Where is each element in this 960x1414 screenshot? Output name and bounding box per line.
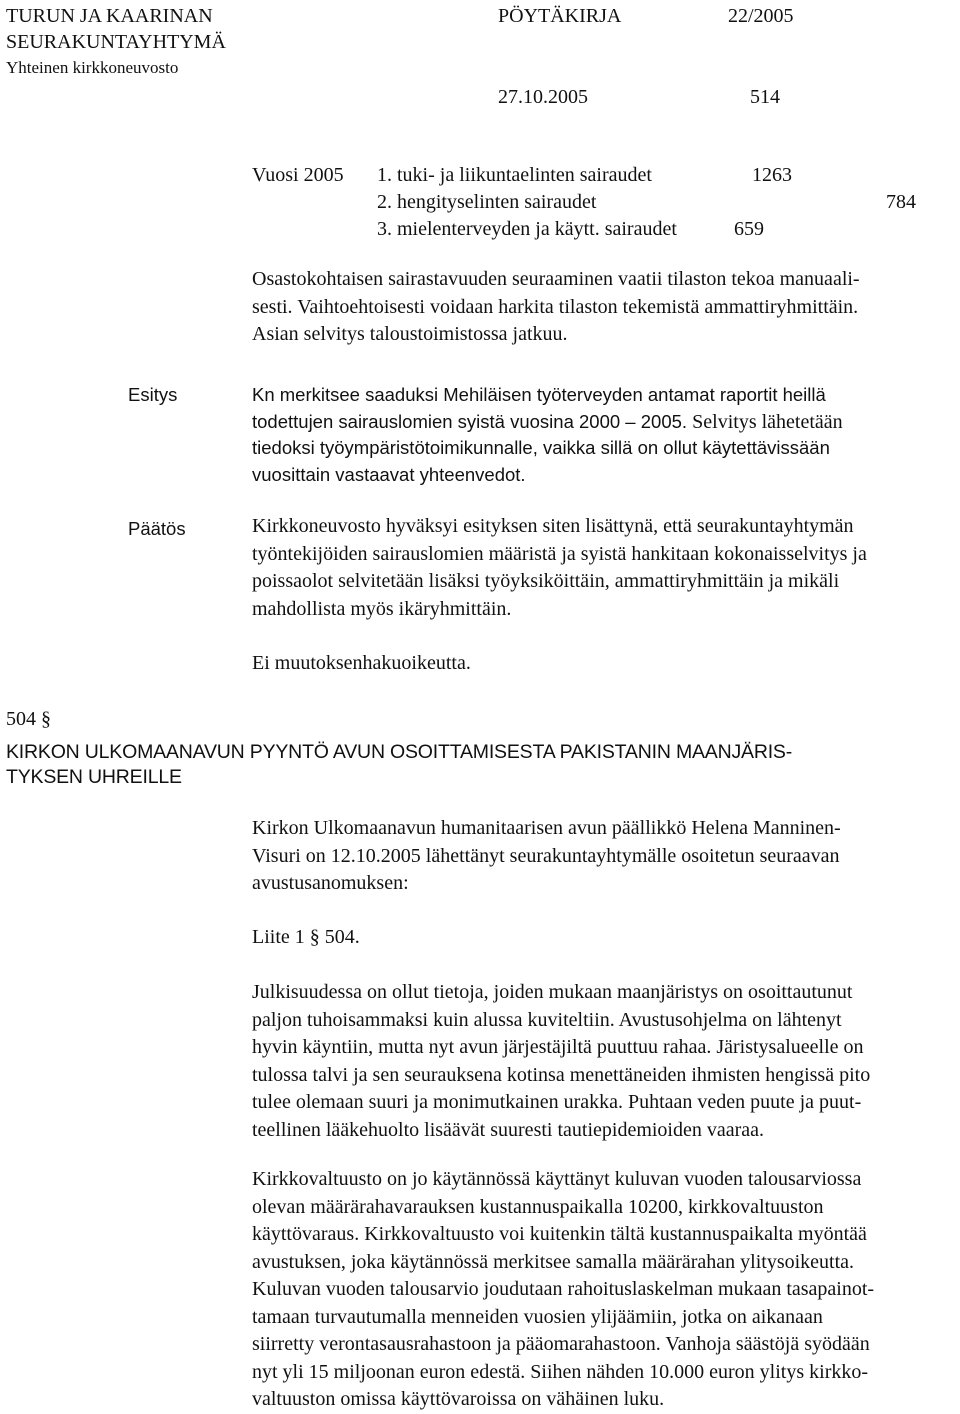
section-title (6, 740, 956, 790)
text-line (252, 409, 952, 436)
section-title-line: TYKSEN UHREILLE (6, 766, 182, 788)
organization-body: Yhteinen kirkkoneuvosto (6, 58, 179, 77)
text-line: Asian selvitys taloustoimistossa jatkuu. (252, 323, 568, 345)
section-sign: § (309, 926, 320, 948)
attachment-prefix: Liite 1 (252, 926, 305, 948)
statistics-row-label: 3. mielenterveyden ja käytt. sairaudet (377, 218, 677, 240)
statistics-row-value: 659 (734, 218, 764, 240)
section-number (6, 706, 51, 732)
text-line: käyttövaraus. Kirkkovaltuusto voi kuitenkin tältä kustannuspaikalta myöntää (252, 1223, 867, 1245)
page-number: 514 (750, 86, 780, 108)
text-segment: Selvitys lähetetään (692, 410, 843, 433)
intro-paragraph (252, 266, 952, 349)
statistics-row-value: 784 (886, 191, 916, 213)
attachment-suffix: 504. (324, 926, 360, 948)
text-segment: todettujen sairauslomien syistä vuosina 2000 – 2005. (252, 410, 688, 432)
section-sign: § (41, 708, 51, 730)
text-line: avustuksen, joka käytännössä merkitsee samalla määrärahan ylitysoikeutta. (252, 1250, 855, 1273)
text-line: mahdollista myös ikäryhmittäin. (252, 597, 512, 620)
organization-name-line2: SEURAKUNTAYHTYMÄ (6, 31, 226, 53)
statistics-row-value: 1263 (752, 164, 792, 186)
text-line: työntekijöiden sairauslomien määristä ja syistä hankitaan kokonaisselvitys ja (252, 542, 867, 565)
organization-name-line1: TURUN JA KAARINAN (6, 5, 213, 27)
section-title-line: KIRKON ULKOMAANAVUN PYYNTÖ AVUN OSOITTAMISESTA PAKISTANIN MAANJÄRIS- (6, 741, 793, 763)
text-line: avustusanomuksen: (252, 872, 409, 894)
paatos-label: Päätös (128, 518, 186, 539)
esitys-paragraph (252, 382, 952, 488)
text-line: olevan määrärahavarauksen kustannuspaikalla 10200, kirkkovaltuuston (252, 1195, 824, 1218)
text-line: Kirkon Ulkomaanavun humanitaarisen avun päällikkö Helena Manninen- (252, 817, 841, 839)
attachment-reference (252, 924, 360, 951)
request-paragraph (252, 815, 952, 898)
text-line: Osastokohtaisen sairastavuuden seuraaminen vaatii tilaston tekoa manuaali- (252, 268, 860, 290)
text-line: hyvin käyntiin, mutta nyt avun järjestäjiltä puuttuu rahaa. Järistysalueelle on (252, 1036, 864, 1058)
document-date: 27.10.2005 (498, 86, 588, 108)
statistics-year-label: Vuosi 2005 (252, 164, 344, 186)
section-number-text: 504 (6, 708, 36, 730)
text-line: tulossa talvi ja sen seurauksena kotinsa menettäneiden ihmisten hengissä pito (252, 1063, 871, 1086)
text-line: Kirkkovaltuusto on jo käytännössä käyttänyt kuluvan vuoden talousarviossa (252, 1168, 862, 1190)
text-line: Kuluvan vuoden talousarvio joudutaan rahoituslaskelman mukaan tasapainot- (252, 1278, 875, 1300)
text-line: vuosittain vastaavat yhteenvedot. (252, 463, 526, 485)
esitys-label: Esitys (128, 384, 178, 405)
statistics-row-label: 1. tuki- ja liikuntaelinten sairaudet (377, 164, 652, 186)
appeal-statement: Ei muutoksenhakuoikeutta. (252, 652, 471, 674)
text-line: Visuri on 12.10.2005 lähettänyt seurakuntayhtymälle osoitetun seuraavan (252, 844, 840, 867)
text-line: sesti. Vaihtoehtoisesti voidaan harkita tilaston tekemistä ammattiryhmittäin. (252, 295, 859, 318)
statistics-row-label: 2. hengityselinten sairaudet (377, 191, 597, 213)
text-line: paljon tuhoisammaksi kuin alussa kuviteltiin. Avustusohjelma on lähtenyt (252, 1008, 842, 1031)
text-line: Kirkkoneuvosto hyväksyi esityksen siten lisättynä, että seurakuntayhtymän (252, 515, 854, 537)
text-line: tiedoksi työympäristötoimikunnalle, vaikka sillä on ollut käytettävissään (252, 437, 830, 458)
paatos-paragraph (252, 513, 952, 623)
text-line: teellinen lääkehuolto lisäävät suuresti tautiepidemioiden vaaraa. (252, 1118, 765, 1141)
text-line: nyt yli 15 miljoonan euron edestä. Siihen nähden 10.000 euron ylitys kirkko- (252, 1360, 869, 1383)
text-line: siirretty verontasausrahastoon ja pääomarahastoon. Vanhoja säästöjä syödään (252, 1333, 870, 1355)
document-type: PÖYTÄKIRJA (498, 5, 622, 27)
text-line: Julkisuudessa on ollut tietoja, joiden mukaan maanjäristys on osoittautunut (252, 981, 853, 1003)
text-line: poissaolot selvitetään lisäksi työyksiköittäin, ammattiryhmittäin ja mikäli (252, 570, 840, 592)
text-line: tulee olemaan suuri ja monimutkainen urakka. Puhtaan veden puute ja puut- (252, 1091, 862, 1113)
text-line: tamaan turvautumalla menneiden vuosien ylijäämiin, jotka on aikanaan (252, 1305, 823, 1328)
budget-paragraph (252, 1166, 952, 1414)
document-number: 22/2005 (728, 5, 794, 27)
text-line: valtuuston omissa käyttövaroissa on vähäinen luku. (252, 1388, 665, 1410)
background-paragraph (252, 979, 952, 1144)
text-line: Kn merkitsee saaduksi Mehiläisen työterveyden antamat raportit heillä (252, 384, 826, 405)
